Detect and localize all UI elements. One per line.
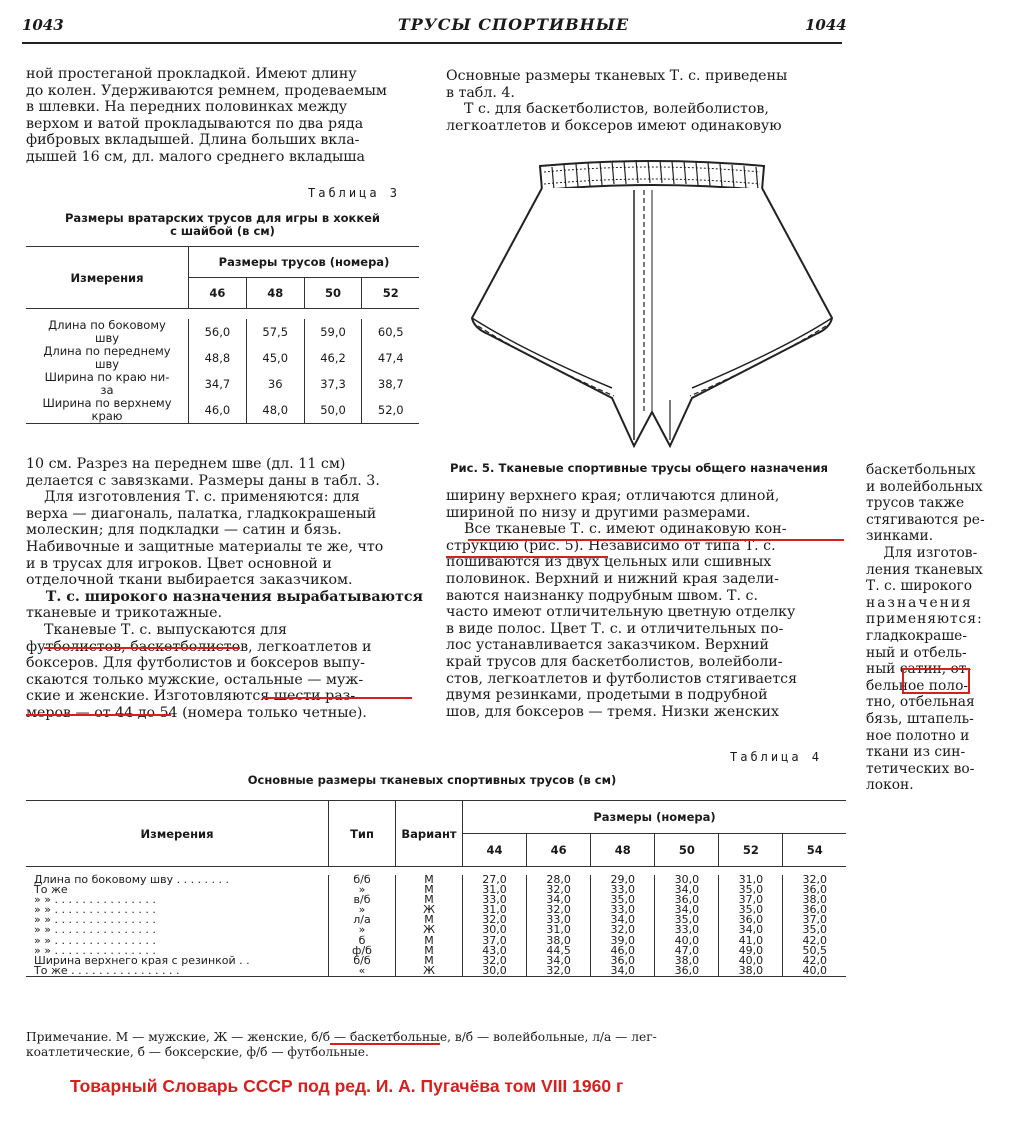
right-paragraph-1 [446,68,787,134]
table-cell: То же . . . . . . . . . . . . . . . . [26,966,329,977]
table3-size: 52 [362,278,419,309]
table-cell: 46,0 [189,397,247,424]
text-line: ления тканевых [866,561,983,578]
text-line: стягиваются ре- [866,511,985,528]
side-column-text [866,462,985,794]
source-footer: Товарный Словарь СССР под ред. И. А. Пугачёва том VIII 1960 г [70,1076,624,1096]
table-row [26,345,419,371]
table-cell: » » . . . . . . . . . . . . . . . [26,895,329,905]
table-cell: То же [26,885,329,895]
table-cell: » » . . . . . . . . . . . . . . . [26,915,329,925]
annotation-underline [330,1043,440,1045]
table-cell: 33,0 [527,915,591,925]
table-cell: 46,0 [591,946,655,956]
text-line: ное полотно и [866,727,970,744]
page-number-right: 1044 [805,16,847,34]
text-line: Для изготов- [866,544,978,561]
table-cell: 35,0 [719,885,783,895]
text-line: Основные размеры тканевых Т. с. приведены [446,68,788,84]
table4-header-type: Тип [329,801,396,867]
table-cell: 32,0 [463,915,527,925]
table-cell: 33,0 [463,895,527,905]
table-cell: » » . . . . . . . . . . . . . . . [26,946,329,956]
text-line: ткани из син- [866,744,966,761]
table-cell: Ж [396,925,463,935]
table-cell: 36,0 [719,915,783,925]
text-line: и в трусах для игроков. Цвет основной и [26,555,332,572]
text-line: ной простеганой прокладкой. Имеют длину [26,66,357,82]
figure-caption: Рис. 5. Тканевые спортивные трусы общего назначения [450,461,828,475]
text-line: стов, легкоатлетов и футболистов стягивается [446,670,798,687]
table-cell: 32,0 [527,905,591,915]
text-line: в шлевки. На передних половинках между [26,99,348,116]
table-cell: 31,0 [463,905,527,915]
table-cell: 38,0 [802,893,827,907]
text-line: двумя резинками, продетыми в подрубной [446,687,768,704]
text-line: бязь, штапель- [866,710,974,727]
table-cell: 36 [246,371,304,397]
table-cell: 35,0 [591,895,655,905]
table4-size: 54 [783,834,846,867]
table-cell: б [329,936,396,946]
text-line: тканевые и трикотажные. [26,605,222,622]
table-cell: 32,0 [463,956,527,966]
table-cell: » [329,885,396,895]
table-cell: Ширина верхнего края с резинкой . . [26,956,329,966]
table-cell: 34,0 [527,956,591,966]
table4-note [26,1030,657,1060]
table-cell: б/б [329,956,396,966]
text-line: ширину верхнего края; отличаются длиной, [446,488,780,504]
text-line: фибровых вкладышей. Длина больших вкла- [26,132,360,149]
text-line: ские и женские. Изготовляются шести раз- [26,688,356,705]
table-cell: 33,0 [655,925,719,935]
table-cell: ф/б [329,946,396,956]
table-cell: » [329,925,396,935]
text-line: скаются только мужские, остальные — муж- [26,671,364,688]
text-line: назначения [866,594,973,611]
text-line: меров — от 44 до 54 (номера только четные). [26,704,367,721]
note-line: коатлетические, б — боксерские, ф/б — футбольные. [26,1045,369,1059]
table-cell: 34,7 [189,371,247,397]
table-cell: 50,5 [802,943,827,957]
table-cell: « [329,966,396,977]
table-row [26,371,419,397]
annotation-underline [26,714,171,716]
text-line: легкоатлетов и боксеров имеют одинаковую [446,117,782,134]
table-cell: 31,0 [719,875,783,885]
text-line: половинок. Верхний и нижний края задели- [446,570,779,587]
table-cell: 40,0 [802,963,827,977]
text-line: верхом и ватой прокладываются по два ряда [26,115,364,132]
table-cell: 36,0 [802,903,827,917]
text-line: гладкокраше- [866,627,967,644]
header-rule [22,42,842,44]
table-cell: 32,0 [527,966,591,977]
table-cell: 35,0 [719,905,783,915]
table-cell: М [396,946,463,956]
table-row [26,397,419,424]
text-line: делается с завязками. Размеры даны в табл. 3. [26,472,380,489]
table-cell: в/б [329,895,396,905]
text-line: пошиваются из двух цельных или сшивных [446,554,772,571]
page-number-left: 1043 [22,16,64,34]
table3 [26,246,419,424]
table-row [26,319,419,345]
table-cell: 37,3 [304,371,362,397]
table-cell: 38,7 [377,377,404,391]
table4-size: 50 [655,834,719,867]
table-cell: 39,0 [591,936,655,946]
table4 [26,800,846,983]
text-line: ный и отбель- [866,644,967,661]
table-cell: 50,0 [304,397,362,424]
table3-size: 50 [304,278,362,309]
table-cell: М [396,956,463,966]
table-cell: 45,0 [246,345,304,371]
text-line: локон. [866,777,914,794]
text-line: часто имеют отличительную цветную отделку [446,604,796,621]
text-line: верха — диагональ, палатка, гладкокрашеный [26,505,377,522]
table-cell: 47,4 [377,351,404,365]
table-cell: 40,0 [655,936,719,946]
table-cell: М [396,915,463,925]
table-cell: 43,0 [463,946,527,956]
text-line: Т. с. широкого назначения вырабатываются [26,588,423,605]
table-cell: 27,0 [463,875,527,885]
table4-label: Таблица 4 [730,750,823,764]
table-cell: 56,0 [189,319,247,345]
table-cell: » » . . . . . . . . . . . . . . . [26,925,329,935]
text-line: ный сатин, от- [866,661,972,678]
table-cell: 34,0 [655,885,719,895]
table-cell: 34,0 [591,915,655,925]
text-line: Тканевые Т. с. выпускаются для [26,621,287,638]
table-cell: 40,0 [719,956,783,966]
text-line: Т с. для баскетболистов, волейболистов, [446,101,769,118]
right-paragraph-2 [446,488,797,720]
table-cell: Ж [396,966,463,977]
text-line: Т. с. широкого [866,578,973,595]
table4-caption: Основные размеры тканевых спортивных трусов (в см) [247,773,617,787]
left-paragraph-1 [26,66,387,166]
table-cell: 37,0 [463,936,527,946]
text-line: и волейбольных [866,478,983,495]
table4-size: 48 [591,834,655,867]
text-line: шов, для боксеров — тремя. Низки женских [446,703,779,720]
text-line: шириной по низу и другими размерами. [446,504,751,521]
table3-size: 48 [246,278,304,309]
annotation-box [902,668,970,694]
table-cell: 33,0 [591,905,655,915]
table3-row-label: Длина по боковому шву [26,319,189,345]
table-cell: 36,0 [655,966,719,977]
table-cell: 46,2 [304,345,362,371]
table-cell: 34,0 [655,905,719,915]
left-paragraph-2 [26,456,423,722]
table-cell: 38,0 [527,936,591,946]
running-title: ТРУСЫ СПОРТИВНЫЕ [397,15,630,34]
text-line: в виде полос. Цвет Т. с. и отличительных по- [446,620,784,637]
text-line: боксеров. Для футболистов и боксеров выпу- [26,655,365,672]
table3-row-label: Ширина по краю ни- за [26,371,189,397]
table-cell: 48,0 [246,397,304,424]
table-cell: 32,0 [527,885,591,895]
text-line: Набивочные и защитные материалы те же, что [26,538,384,555]
text-line: Все тканевые Т. с. имеют одинаковую кон- [446,521,787,538]
table-cell: » » . . . . . . . . . . . . . . . [26,936,329,946]
text-line: применяются: [866,611,983,628]
table-cell: л/а [329,915,396,925]
text-line: футболистов, баскетболистов, легкоатлетов и [26,638,372,655]
table-cell: 37,0 [719,895,783,905]
text-line: молескин; для подкладки — сатин и бязь. [26,522,342,539]
text-line: Для изготовления Т. с. применяются: для [26,489,360,506]
table-cell: 38,0 [655,956,719,966]
table-cell: 41,0 [719,936,783,946]
table-cell: 29,0 [591,875,655,885]
table-cell: 30,0 [463,925,527,935]
table-cell: 34,0 [591,966,655,977]
table-cell: 48,8 [189,345,247,371]
table-cell: 42,0 [802,933,827,947]
table-cell: 36,0 [802,883,827,897]
table-cell: 33,0 [591,885,655,895]
table-cell: М [396,875,463,885]
text-line: в табл. 4. [446,84,515,101]
text-line: 10 см. Разрез на переднем шве (дл. 11 см) [26,456,346,472]
table-cell: 60,5 [377,325,404,339]
table3-size: 46 [189,278,247,309]
text-line: тетических во- [866,760,975,777]
table-cell: 36,0 [655,895,719,905]
table-cell: 34,0 [527,895,591,905]
table-cell: » » . . . . . . . . . . . . . . . [26,905,329,915]
table-cell: 34,0 [719,925,783,935]
table-cell: 49,0 [719,946,783,956]
table4-header-sizes: Размеры (номера) [463,801,847,834]
table-cell: 52,0 [362,397,419,424]
table3-row-label: Ширина по верхнему краю [26,397,189,424]
table-cell: М [396,895,463,905]
annotation-underline [468,539,844,541]
table-cell: 31,0 [527,925,591,935]
note-line: Примечание. М — мужские, Ж — женские, б/б — баскетбольные, в/б — волейбольные, л/а — лег- [26,1030,657,1044]
table4-header-dim: Измерения [26,801,329,867]
text-line: дышей 16 см, дл. малого среднего вкладыша [26,148,365,165]
table-cell: Длина по боковому шву . . . . . . . . [26,875,329,885]
table-cell: 59,0 [304,319,362,345]
text-line: край трусов для баскетболистов, волейболи- [446,653,783,670]
text-line: отделочной ткани выбирается заказчиком. [26,572,353,589]
table-cell: 32,0 [591,925,655,935]
table-cell: 30,0 [463,966,527,977]
table-cell: 37,0 [802,913,827,927]
text-line: трусов также [866,495,965,512]
text-line: лос устанавливается заказчиком. Верхний [446,637,769,654]
text-line: баскетбольных [866,462,976,478]
text-line: зинками. [866,528,934,545]
table-cell: » [329,905,396,915]
table-cell: 47,0 [655,946,719,956]
table-row [26,966,846,977]
annotation-underline [44,647,240,649]
table-cell: М [396,885,463,895]
table-cell: 31,0 [463,885,527,895]
table3-header-sizes: Размеры трусов (номера) [189,247,420,278]
table4-header-variant: Вариант [396,801,463,867]
text-line: тно, отбельная [866,694,975,711]
table-cell: 42,0 [802,953,827,967]
table-cell: 36,0 [591,956,655,966]
table3-header-dim: Измерения [26,247,189,309]
table3-row-label: Длина по переднему шву [26,345,189,371]
table-cell: 38,0 [719,966,783,977]
table-cell: 35,0 [802,923,827,937]
text-line: струкцию (рис. 5). Независимо от типа Т. с. [446,537,776,554]
annotation-underline [262,697,412,699]
text-line: ваются наизнанку подрубным швом. Т. с. [446,587,758,604]
table4-size: 52 [719,834,783,867]
caption-line: Размеры вратарских трусов для игры в хоккей [65,211,380,225]
table-cell: 32,0 [802,873,827,886]
table-cell: Ж [396,905,463,915]
text-line: до колен. Удерживаются ремнем, продеваемым [26,82,387,99]
text-line: бельное поло- [866,677,969,694]
table3-caption [26,212,419,238]
table-cell: б/б [329,875,396,885]
annotation-underline [446,556,608,558]
shorts-figure [462,150,842,455]
caption-line: с шайбой (в см) [170,224,275,238]
table-row [26,875,846,885]
table4-size: 46 [527,834,591,867]
table4-size: 44 [463,834,527,867]
table3-label: Таблица 3 [308,186,401,200]
table-cell: 35,0 [655,915,719,925]
table-cell: 28,0 [527,875,591,885]
table-cell: 57,5 [246,319,304,345]
table-cell: М [396,936,463,946]
table-cell: 44,5 [527,946,591,956]
table-cell: 30,0 [655,875,719,885]
